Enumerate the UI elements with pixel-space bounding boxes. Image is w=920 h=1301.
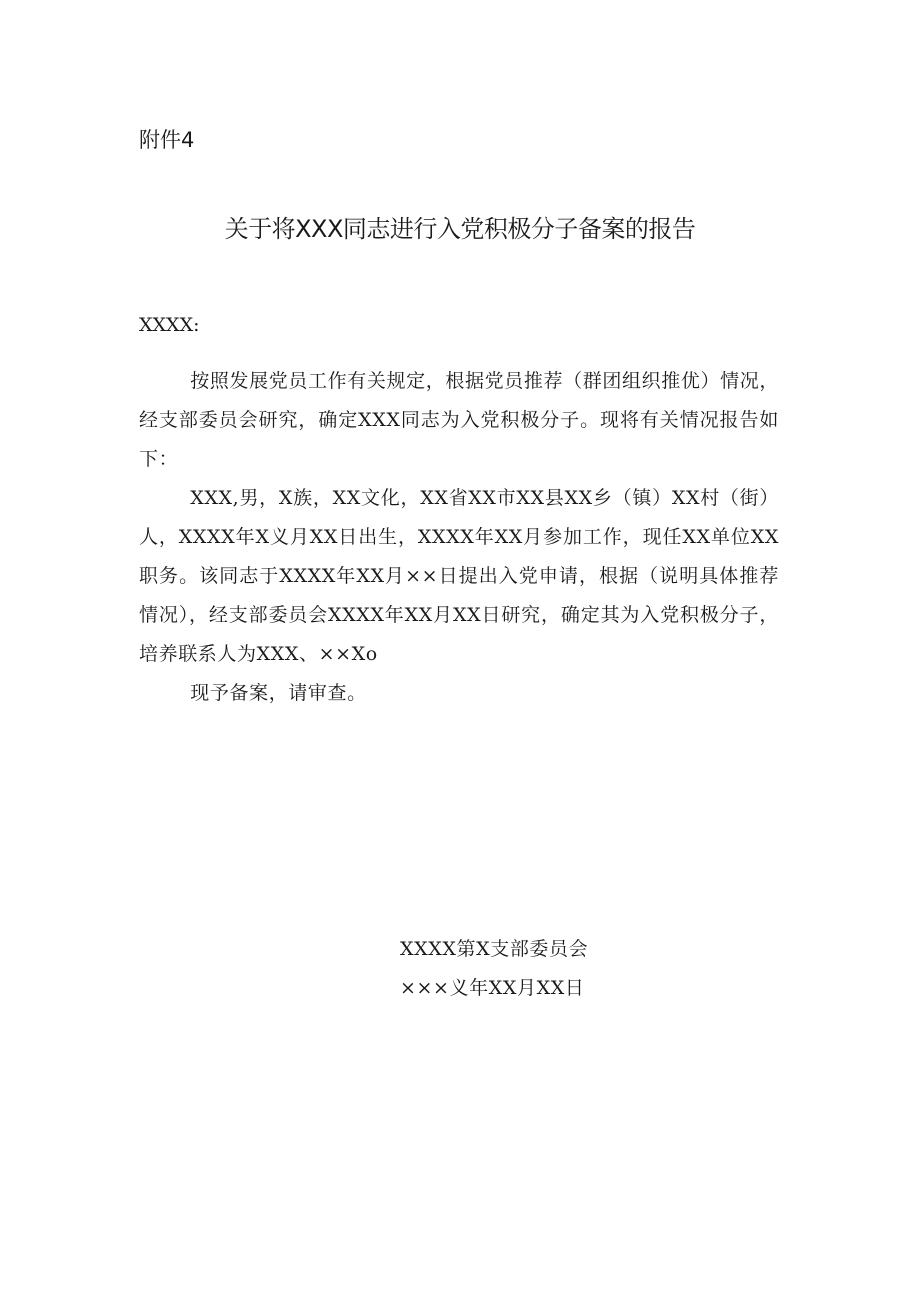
salutation: XXXX: xyxy=(139,314,200,336)
document-body xyxy=(139,362,779,713)
paragraph-closing: 现予备案，请审查。 xyxy=(190,682,367,704)
paragraph-details: XXX,男，X族，XX文化，XX省XX市XX县XX乡（镇）XX村（街）人，XXXX年X义月XX日出生，XXXX年XX月参加工作，现任XX单位XX职务。该同志于XXXX年XX月××日提出入党申请，根据（说明具体推荐情况），经支部委员会XXXX年XX月XX日研究，确定其为入党积极分子，培养联系人为XXX、××Xo xyxy=(139,487,779,665)
signature-organization: XXXX第X支部委员会 xyxy=(400,938,589,960)
document-title: 关于将XXX同志进行入党积极分子备案的报告 xyxy=(224,215,696,243)
signature-date: ×××义年XX月XX日 xyxy=(400,977,585,999)
signature-block xyxy=(400,930,588,1008)
paragraph-intro: 按照发展党员工作有关规定，根据党员推荐（群团组织推优）情况，经支部委员会研究，确定XXX同志为入党积极分子。现将有关情况报告如下： xyxy=(139,370,779,470)
attachment-label: 附件4 xyxy=(139,128,195,152)
